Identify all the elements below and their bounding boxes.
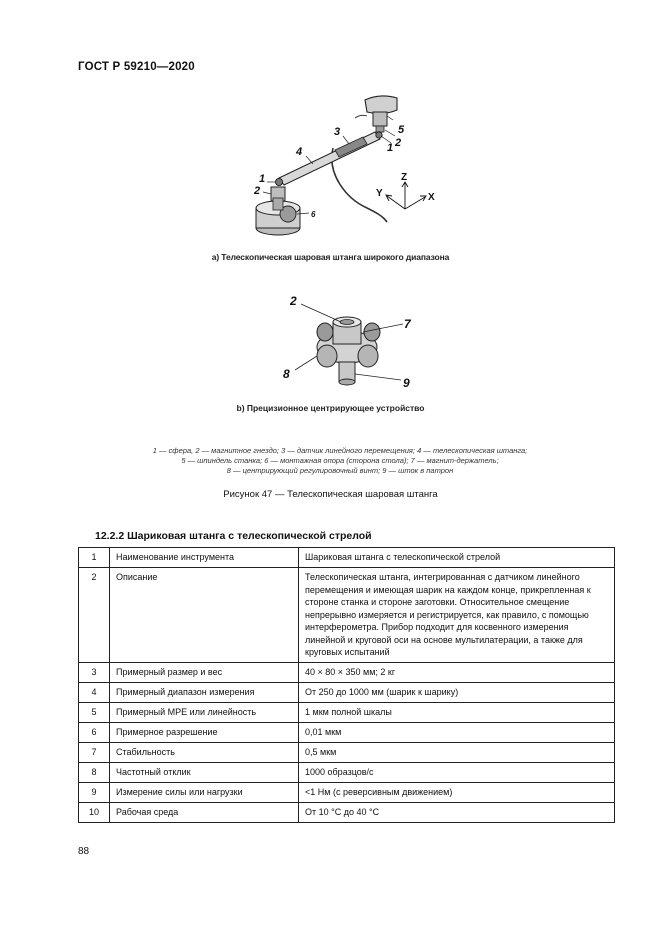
table-row <box>79 722 615 742</box>
row-number-cell: 3 <box>79 662 110 682</box>
callout-1-top: 1 <box>387 142 394 154</box>
value-cell: От 10 °С до 40 °С <box>299 802 615 822</box>
value-cell: 1000 образцов/с <box>299 762 615 782</box>
figure-b-caption: b) Прецизионное центрирующее устройство <box>236 403 425 413</box>
callout-6: 6 <box>311 210 316 219</box>
legend-line-3: 8 — центрирующий регулировочный винт; 9 — шток в патрон <box>226 466 454 475</box>
value-cell: От 250 до 1000 мм (шарик к шарику) <box>299 682 615 702</box>
parameter-cell: Примерное разрешение <box>110 722 299 742</box>
table-row <box>79 702 615 722</box>
axis-triad <box>386 182 426 209</box>
parameter-cell: Частотный отклик <box>110 762 299 782</box>
row-number-cell: 2 <box>79 568 110 663</box>
callout-2-b: 2 <box>290 294 297 308</box>
axis-x-label: X <box>428 192 435 203</box>
value-cell: 40 × 80 × 350 мм; 2 кг <box>299 662 615 682</box>
figure-a-caption: a) Телескопическая шаровая штанга широкого диапазона <box>211 252 450 262</box>
document-header: ГОСТ Р 59210—2020 <box>78 61 195 73</box>
callout-2-bottom: 2 <box>254 185 261 197</box>
callout-5: 5 <box>398 124 405 136</box>
row-number-cell: 5 <box>79 702 110 722</box>
figure-a-telescopic-ballbar <box>235 88 450 248</box>
table-row <box>79 742 615 762</box>
value-cell: 1 мкм полной шкалы <box>299 702 615 722</box>
parameter-cell: Описание <box>110 568 299 663</box>
callout-3: 3 <box>334 126 341 138</box>
parameter-cell: Рабочая среда <box>110 802 299 822</box>
table-row <box>79 568 615 663</box>
specification-table <box>78 547 615 823</box>
figure-title: Рисунок 47 — Телескопическая шаровая штанга <box>223 489 438 500</box>
row-number-cell: 7 <box>79 742 110 762</box>
callout-4: 4 <box>296 146 303 158</box>
spindle-part <box>365 96 397 132</box>
parameter-cell: Примерный диапазон измерения <box>110 682 299 702</box>
table-row <box>79 782 615 802</box>
row-number-cell: 9 <box>79 782 110 802</box>
axis-z-label: Z <box>401 172 408 183</box>
axis-y-label: Y <box>376 188 383 199</box>
value-cell: <1 Нм (с реверсивным движением) <box>299 782 615 802</box>
legend-line-2: 5 — шпиндель станка; 6 — монтажная опора (сторона стола); 7 — магнит-держатель; <box>181 456 499 465</box>
table-row <box>79 548 615 568</box>
legend-line-1: 1 — сфера, 2 — магнитное гнездо; 3 — датчик линейного перемещения; 4 — телескопическая штанга; <box>152 446 528 455</box>
rotation-arrow <box>355 115 367 118</box>
callout-2-top: 2 <box>395 137 402 149</box>
row-number-cell: 6 <box>79 722 110 742</box>
cable-line <box>332 148 387 222</box>
row-number-cell: 4 <box>79 682 110 702</box>
table-row <box>79 662 615 682</box>
parameter-cell: Примерный MPE или линейность <box>110 702 299 722</box>
section-heading: 12.2.2 Шариковая штанга с телескопической стрелой <box>95 530 372 542</box>
value-cell: Шариковая штанга с телескопической стрелой <box>299 548 615 568</box>
value-cell: 0,01 мкм <box>299 722 615 742</box>
callout-1-bottom: 1 <box>259 173 266 185</box>
parameter-cell: Наименование инструмента <box>110 548 299 568</box>
parameter-cell: Стабильность <box>110 742 299 762</box>
row-number-cell: 8 <box>79 762 110 782</box>
parameter-cell: Измерение силы или нагрузки <box>110 782 299 802</box>
table-mount <box>256 187 300 235</box>
figure-legend <box>90 446 590 476</box>
callout-9: 9 <box>403 376 410 390</box>
table-row <box>79 802 615 822</box>
centering-device <box>317 317 380 385</box>
figure-b-centering-device <box>275 290 425 395</box>
row-number-cell: 10 <box>79 802 110 822</box>
value-cell: 0,5 мкм <box>299 742 615 762</box>
value-cell: Телескопическая штанга, интегрированная с датчиком линейного перемещения и имеющая шарик на каждом конце, прикрепленная к стороне станка и стороне заготовки. Относительное смещение непрерывно измеряется и регистрируется, как правило, с помощью интерферометра. Прибор подходит для косвенного измерения линейной и круговой оси на основе мультилатерации, а также для круговых испытаний <box>299 568 615 663</box>
parameter-cell: Примерный размер и вес <box>110 662 299 682</box>
table-row <box>79 762 615 782</box>
callout-7: 7 <box>404 317 411 331</box>
telescopic-bar <box>275 132 382 186</box>
row-number-cell: 1 <box>79 548 110 568</box>
table-row <box>79 682 615 702</box>
callout-8: 8 <box>283 367 290 381</box>
page-number: 88 <box>78 846 90 857</box>
